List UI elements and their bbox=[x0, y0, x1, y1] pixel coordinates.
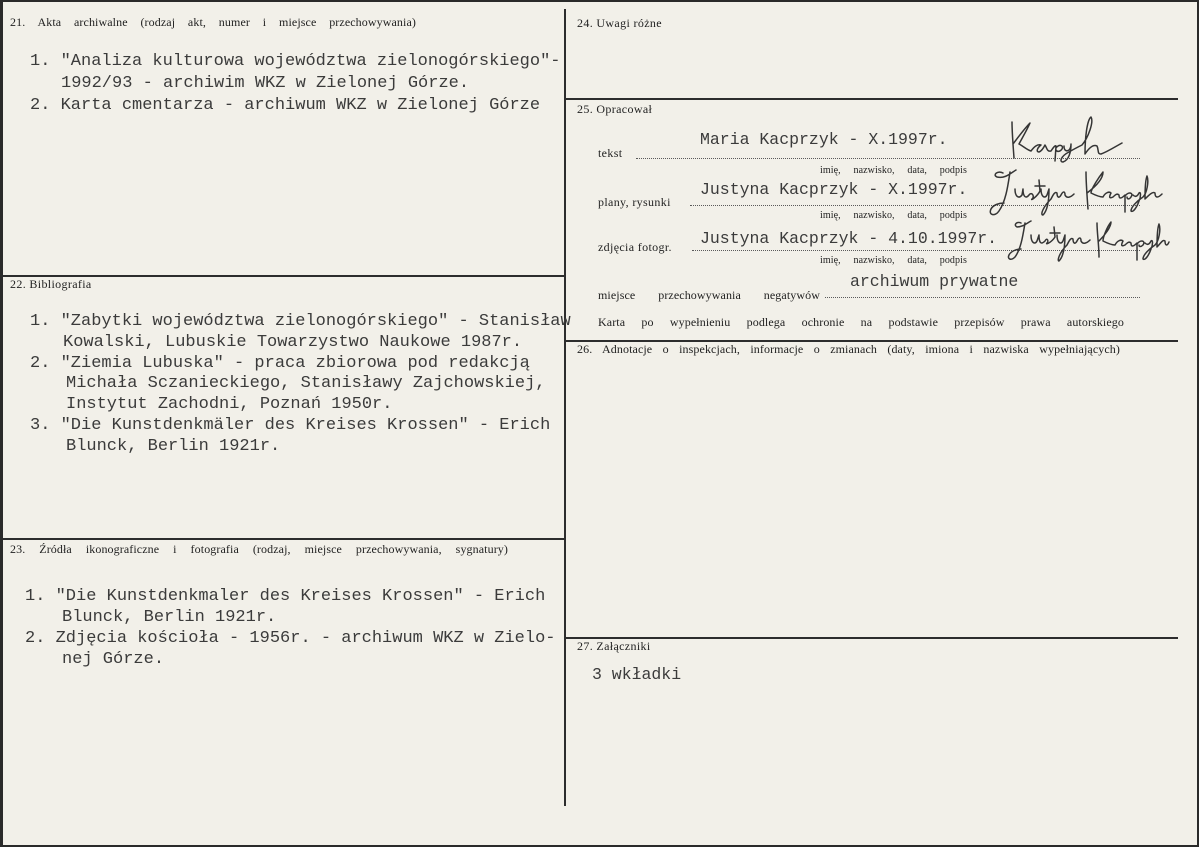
entry-line: nej Górze. bbox=[62, 650, 165, 669]
negatives-location-value: archiwum prywatne bbox=[850, 272, 1019, 291]
entry-line: Instytut Zachodni, Poznań 1950r. bbox=[66, 395, 393, 415]
text-author-value: Maria Kacprzyk - X.1997r. bbox=[700, 130, 948, 149]
section-22-label: 22. Bibliografia bbox=[10, 277, 92, 291]
negatives-location-label: miejsce przechowywania negatywów bbox=[598, 288, 820, 302]
signature-stroke bbox=[1008, 221, 1169, 261]
section-25-label: 25. Opracował bbox=[577, 102, 653, 116]
photos-author-label: zdjęcia fotogr. bbox=[598, 240, 672, 254]
signature-stroke bbox=[1012, 117, 1122, 162]
plans-author-caption: imię, nazwisko, data, podpis bbox=[820, 210, 967, 221]
section-21-label: 21. Akta archiwalne (rodzaj akt, numer i miejsce przechowywania) bbox=[10, 15, 416, 29]
entry-line: Blunck, Berlin 1921r. bbox=[62, 608, 277, 627]
entry-line: 2. Zdjęcia kościoła - 1956r. - archiwum WKZ w Zielo- bbox=[25, 629, 556, 648]
divider-26-27 bbox=[566, 637, 1178, 639]
section-22-entries bbox=[30, 312, 571, 458]
divider-22-23 bbox=[3, 538, 565, 540]
entry-line: Kowalski, Lubuskie Towarzystwo Naukowe 1987r. bbox=[63, 332, 523, 352]
entry-line: 1992/93 - archiwim WKZ w Zielonej Górze. bbox=[61, 74, 470, 93]
section-23-entries bbox=[25, 586, 556, 670]
divider-24-25 bbox=[566, 98, 1178, 100]
signature-plans-author bbox=[985, 167, 1165, 222]
photos-author-value: Justyna Kacprzyk - 4.10.1997r. bbox=[700, 229, 998, 248]
attachments-value: 3 wkładki bbox=[592, 665, 682, 684]
entry-line: 3. "Die Kunstdenkmäler des Kreises Krossen" - Erich bbox=[30, 415, 551, 435]
plans-author-value: Justyna Kacprzyk - X.1997r. bbox=[700, 180, 968, 199]
section-26-label: 26. Adnotacje o inspekcjach, informacje o zmianach (daty, imiona i nazwiska wypełniających) bbox=[577, 342, 1120, 356]
text-author-caption: imię, nazwisko, data, podpis bbox=[820, 165, 967, 176]
entry-line: 1. "Zabytki województwa zielonogórskiego" - Stanisław bbox=[30, 312, 571, 331]
photos-author-caption: imię, nazwisko, data, podpis bbox=[820, 255, 967, 266]
section-24-label: 24. Uwagi różne bbox=[577, 16, 662, 30]
signature-photos-author bbox=[1005, 219, 1170, 267]
entry-line: 2. "Ziemia Lubuska" - praca zbiorowa pod redakcją bbox=[30, 353, 530, 373]
section-27-label: 27. Załączniki bbox=[577, 639, 651, 653]
signature-stroke bbox=[990, 170, 1162, 215]
negatives-location-fill-line bbox=[825, 297, 1140, 298]
entry-line: 2. Karta cmentarza - archiwum WKZ w Zielonej Górze bbox=[30, 96, 541, 115]
plans-author-label: plany, rysunki bbox=[598, 195, 671, 209]
entry-line: 1. "Analiza kulturowa województwa zielonogórskiego"- bbox=[30, 52, 561, 71]
entry-line: Michała Sczanieckiego, Stanisławy Zajchowskiej, bbox=[66, 374, 546, 394]
entry-line: Blunck, Berlin 1921r. bbox=[66, 436, 281, 456]
text-author-label: tekst bbox=[598, 146, 623, 160]
copyright-note: Karta po wypełnieniu podlega ochronie na podstawie przepisów prawa autorskiego bbox=[598, 315, 1124, 329]
signature-text-author bbox=[997, 114, 1127, 164]
section-21-entries bbox=[30, 51, 561, 117]
entry-line: 1. "Die Kunstdenkmaler des Kreises Krossen" - Erich bbox=[25, 587, 546, 606]
section-23-label: 23. Źródła ikonograficzne i fotografia (rodzaj, miejsce przechowywania, sygnatury) bbox=[10, 542, 508, 556]
